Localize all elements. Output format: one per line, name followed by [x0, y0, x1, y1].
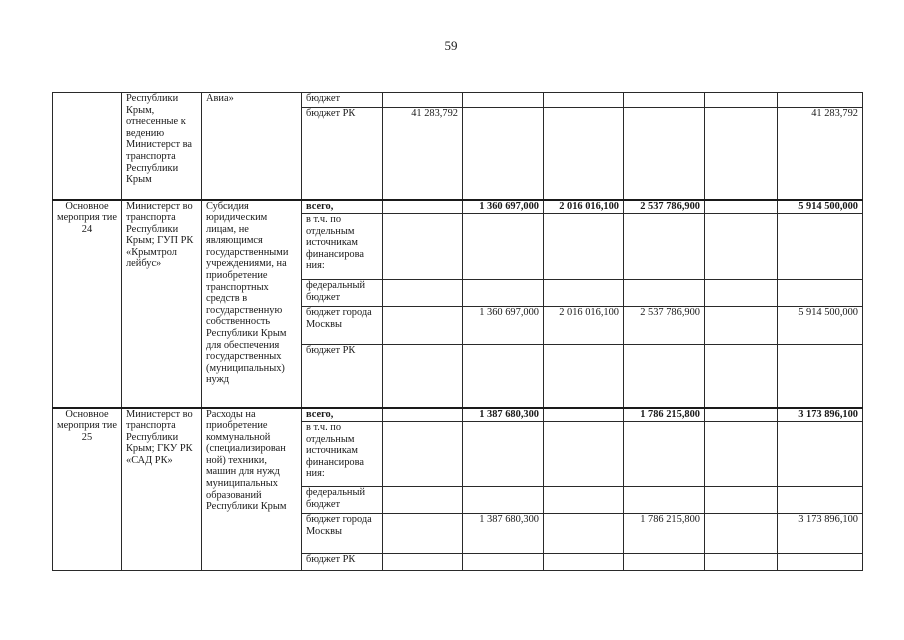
amount-cell	[463, 345, 544, 408]
amount-cell	[624, 345, 705, 408]
amount-cell: 1 387 680,300	[463, 408, 544, 422]
amount-cell	[544, 214, 624, 280]
amount-cell	[383, 554, 463, 571]
measure-name-cell: Субсидия юридическим лицам, не являющимся государственными учреждениями, на приобретение транспортных средств в государственную собственность Республики Крым для обеспечения государственных (муниципальных) нужд	[202, 200, 302, 408]
amount-cell	[778, 280, 863, 307]
budget-table	[52, 92, 863, 571]
amount-cell	[705, 514, 778, 554]
amount-cell	[383, 93, 463, 108]
amount-cell: 1 360 697,000	[463, 200, 544, 214]
amount-cell	[705, 408, 778, 422]
amount-cell	[383, 422, 463, 487]
amount-cell: 2 537 786,900	[624, 307, 705, 345]
amount-cell	[463, 108, 544, 200]
amount-cell	[624, 554, 705, 571]
measure-code-cell: Основное мероприя тие 25	[53, 408, 122, 571]
funding-source-cell: в т.ч. по отдельным источникам финансирова ния:	[302, 422, 383, 487]
amount-cell: 5 914 500,000	[778, 200, 863, 214]
amount-cell	[624, 422, 705, 487]
amount-cell	[544, 93, 624, 108]
amount-cell	[383, 280, 463, 307]
funding-source-cell: бюджет РК	[302, 554, 383, 571]
amount-cell: 3 173 896,100	[778, 514, 863, 554]
amount-cell	[624, 280, 705, 307]
amount-cell	[705, 345, 778, 408]
amount-cell	[463, 422, 544, 487]
amount-cell	[544, 487, 624, 514]
amount-cell	[705, 554, 778, 571]
amount-cell	[624, 214, 705, 280]
amount-cell: 2 016 016,100	[544, 307, 624, 345]
amount-cell: 41 283,792	[383, 108, 463, 200]
amount-cell	[778, 93, 863, 108]
measure-code-cell: Основное мероприя тие 24	[53, 200, 122, 408]
amount-cell	[705, 108, 778, 200]
amount-cell	[463, 554, 544, 571]
amount-cell	[383, 307, 463, 345]
measure-code-cell	[53, 93, 122, 200]
amount-cell	[544, 108, 624, 200]
funding-source-cell: бюджет РК	[302, 108, 383, 200]
amount-cell: 3 173 896,100	[778, 408, 863, 422]
amount-cell	[383, 487, 463, 514]
funding-source-cell: федеральный бюджет	[302, 487, 383, 514]
executor-cell: Министерст во транспорта Республики Крым; ГУП РК «Крымтрол лейбус»	[122, 200, 202, 408]
amount-cell	[544, 514, 624, 554]
amount-cell: 1 786 215,800	[624, 408, 705, 422]
amount-cell	[544, 408, 624, 422]
funding-source-cell: бюджет города Москвы	[302, 307, 383, 345]
funding-source-cell: бюджет города Москвы	[302, 514, 383, 554]
amount-cell: 1 360 697,000	[463, 307, 544, 345]
amount-cell	[624, 93, 705, 108]
amount-cell	[705, 307, 778, 345]
page-number: 59	[444, 38, 458, 53]
amount-cell	[383, 214, 463, 280]
table-body	[53, 93, 863, 571]
measure-name-cell: Расходы на приобретение коммунальной (специализирован ной) техники, машин для нужд муниципальных образований Республики Крым	[202, 408, 302, 571]
amount-cell	[778, 422, 863, 487]
amount-cell	[705, 200, 778, 214]
amount-cell: 2 537 786,900	[624, 200, 705, 214]
executor-cell: Министерст во транспорта Республики Крым; ГКУ РК «САД РК»	[122, 408, 202, 571]
amount-cell	[463, 280, 544, 307]
amount-cell	[463, 93, 544, 108]
amount-cell	[778, 487, 863, 514]
amount-cell	[705, 214, 778, 280]
amount-cell	[383, 345, 463, 408]
table-row	[53, 408, 863, 422]
amount-cell	[778, 554, 863, 571]
amount-cell	[544, 280, 624, 307]
funding-source-cell: всего,	[302, 408, 383, 422]
funding-source-cell: всего,	[302, 200, 383, 214]
amount-cell: 2 016 016,100	[544, 200, 624, 214]
funding-source-cell: бюджет	[302, 93, 383, 108]
table-row	[53, 93, 863, 108]
measure-name-cell: Авиа»	[202, 93, 302, 200]
amount-cell: 5 914 500,000	[778, 307, 863, 345]
amount-cell	[383, 514, 463, 554]
amount-cell	[705, 280, 778, 307]
amount-cell	[544, 345, 624, 408]
amount-cell	[624, 108, 705, 200]
funding-source-cell: бюджет РК	[302, 345, 383, 408]
funding-source-cell: в т.ч. по отдельным источникам финансирова ния:	[302, 214, 383, 280]
amount-cell	[463, 214, 544, 280]
amount-cell	[705, 487, 778, 514]
amount-cell	[778, 214, 863, 280]
amount-cell	[544, 422, 624, 487]
amount-cell: 1 387 680,300	[463, 514, 544, 554]
table-row	[53, 200, 863, 214]
amount-cell	[383, 408, 463, 422]
amount-cell	[705, 93, 778, 108]
amount-cell	[463, 487, 544, 514]
funding-source-cell: федеральный бюджет	[302, 280, 383, 307]
executor-cell: Республики Крым, отнесенные к ведению Министерст ва транспорта Республики Крым	[122, 93, 202, 200]
amount-cell: 1 786 215,800	[624, 514, 705, 554]
amount-cell	[624, 487, 705, 514]
amount-cell	[778, 345, 863, 408]
amount-cell	[383, 200, 463, 214]
amount-cell: 41 283,792	[778, 108, 863, 200]
amount-cell	[544, 554, 624, 571]
amount-cell	[705, 422, 778, 487]
